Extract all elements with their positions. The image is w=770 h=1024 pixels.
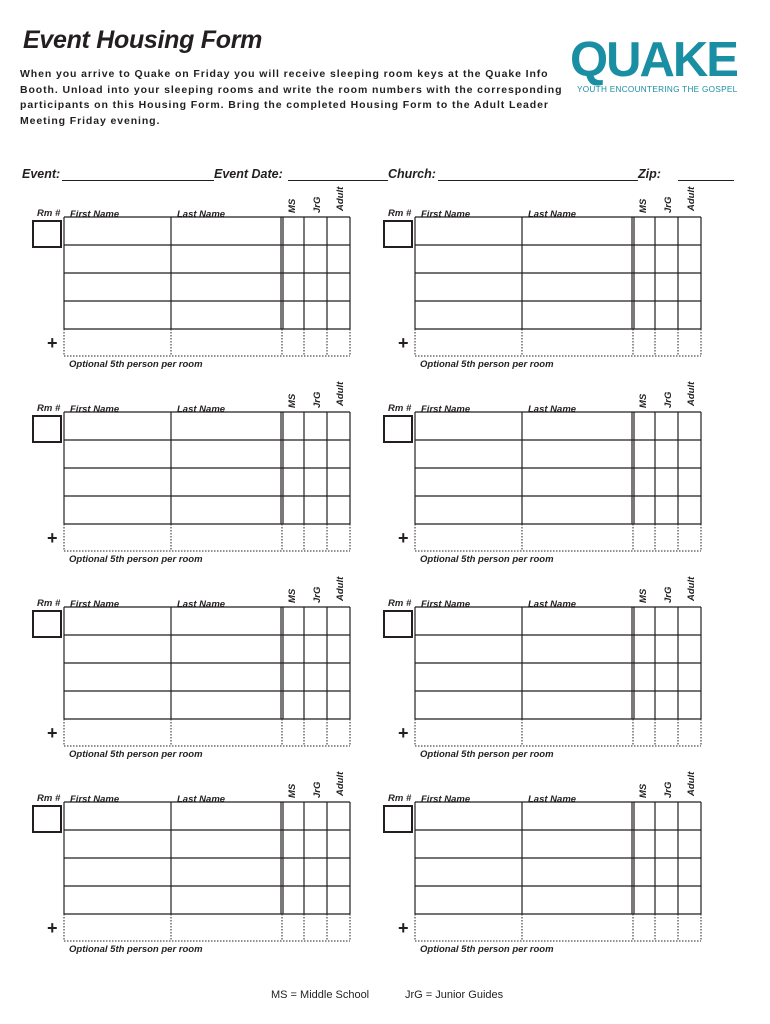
ms-header: MS [287,393,298,408]
room-block-1 [32,172,352,370]
legend-jrg: JrG = Junior Guides [405,989,504,1001]
first-name-header: First Name [70,794,120,805]
last-name-header: Last Name [528,404,577,415]
first-name-header: First Name [70,209,120,220]
church-label: Church: [388,167,436,181]
ms-header: MS [638,393,649,408]
instructions-text: When you arrive to Quake on Friday you will receive sleeping room keys at the Quake Info Booth. Unload into your sleeping rooms and write the room numbers with the corresponding participants on this Housing Form. Bring the completed Housing Form to the Adult Leader Meeting Friday evening. [20,68,563,127]
room-block-2 [383,172,703,370]
ms-header: MS [638,588,649,603]
ms-header: MS [287,588,298,603]
last-name-header: Last Name [177,599,226,610]
jrg-header: JrG [663,781,674,798]
optional-fifth-person-note: Optional 5th person per room [69,359,203,370]
optional-fifth-person-note: Optional 5th person per room [420,554,554,565]
first-name-header: First Name [421,794,471,805]
participant-grid[interactable] [32,757,352,947]
logo-tagline: YOUTH ENCOUNTERING THE GOSPEL [577,85,738,94]
add-fifth-person-icon: + [47,918,58,938]
rm-number-label: Rm # [37,403,61,414]
participant-grid[interactable] [383,757,703,947]
last-name-header: Last Name [528,209,577,220]
room-block-7 [32,757,352,955]
participant-grid[interactable] [32,172,352,362]
add-fifth-person-icon: + [47,723,58,743]
adult-header: Adult [335,381,346,406]
adult-header: Adult [686,771,697,796]
first-name-header: First Name [421,404,471,415]
jrg-header: JrG [663,586,674,603]
first-name-header: First Name [421,209,471,220]
room-block-3 [32,367,352,565]
first-name-header: First Name [70,404,120,415]
add-fifth-person-icon: + [47,528,58,548]
form-title: Event Housing Form [23,26,263,54]
ms-header: MS [287,783,298,798]
first-name-header: First Name [70,599,120,610]
rm-number-label: Rm # [37,793,61,804]
adult-header: Adult [335,576,346,601]
adult-header: Adult [686,576,697,601]
last-name-header: Last Name [177,209,226,220]
rm-number-label: Rm # [388,793,412,804]
first-name-header: First Name [421,599,471,610]
add-fifth-person-icon: + [47,333,58,353]
optional-fifth-person-note: Optional 5th person per room [420,359,554,370]
jrg-header: JrG [312,391,323,408]
adult-header: Adult [686,186,697,211]
add-fifth-person-icon: + [398,333,409,353]
last-name-header: Last Name [528,794,577,805]
add-fifth-person-icon: + [398,528,409,548]
jrg-header: JrG [663,196,674,213]
optional-fifth-person-note: Optional 5th person per room [420,944,554,955]
jrg-header: JrG [663,391,674,408]
participant-grid[interactable] [383,172,703,362]
rm-number-label: Rm # [388,403,412,414]
optional-fifth-person-note: Optional 5th person per room [69,749,203,760]
ms-header: MS [287,198,298,213]
rm-number-label: Rm # [37,598,61,609]
participant-grid[interactable] [32,367,352,557]
rm-number-label: Rm # [37,208,61,219]
last-name-header: Last Name [528,599,577,610]
quake-logo [570,35,745,97]
room-block-4 [383,367,703,565]
room-block-8 [383,757,703,955]
event-label: Event: [22,167,61,181]
adult-header: Adult [335,186,346,211]
jrg-header: JrG [312,781,323,798]
logo-wordmark: QUAKE [570,33,737,87]
add-fifth-person-icon: + [398,918,409,938]
rm-number-label: Rm # [388,208,412,219]
room-block-5 [32,562,352,760]
rm-number-label: Rm # [388,598,412,609]
optional-fifth-person-note: Optional 5th person per room [69,944,203,955]
ms-header: MS [638,783,649,798]
ms-header: MS [638,198,649,213]
last-name-header: Last Name [177,404,226,415]
legend-ms: MS = Middle School [271,989,370,1001]
jrg-header: JrG [312,586,323,603]
zip-label: Zip: [638,167,661,181]
room-block-6 [383,562,703,760]
adult-header: Adult [686,381,697,406]
last-name-header: Last Name [177,794,226,805]
event-date-label: Event Date: [214,167,283,181]
participant-grid[interactable] [383,562,703,752]
participant-grid[interactable] [32,562,352,752]
add-fifth-person-icon: + [398,723,409,743]
jrg-header: JrG [312,196,323,213]
optional-fifth-person-note: Optional 5th person per room [420,749,554,760]
optional-fifth-person-note: Optional 5th person per room [69,554,203,565]
adult-header: Adult [335,771,346,796]
participant-grid[interactable] [383,367,703,557]
